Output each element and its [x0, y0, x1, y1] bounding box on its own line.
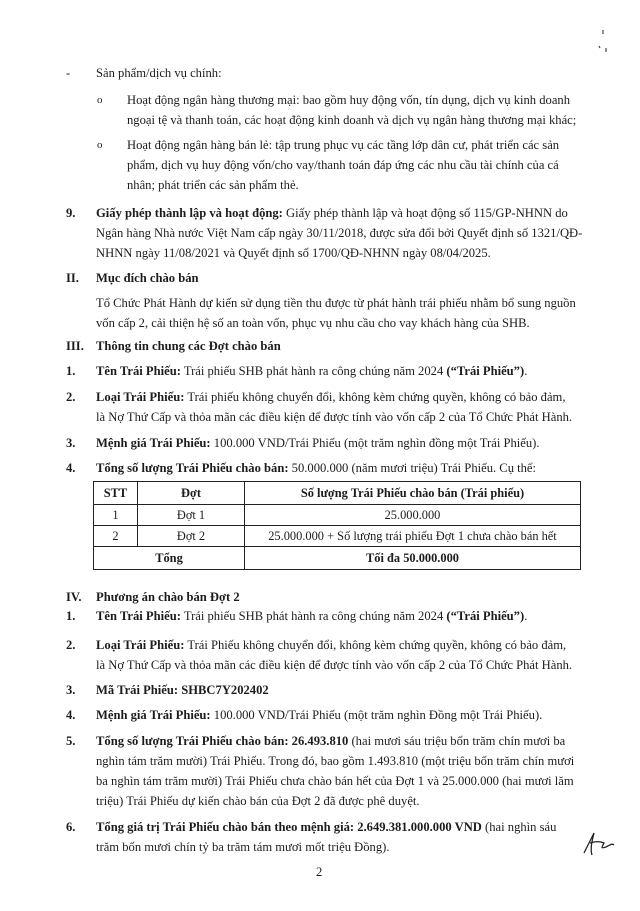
- list-dash: -: [66, 66, 71, 80]
- section3-item2-label: Loại Trái Phiếu:: [96, 390, 185, 404]
- section4-item5-label: Tổng số lượng Trái Phiếu chào bán: 26.493.810: [96, 734, 349, 748]
- page-number: 2: [316, 865, 323, 879]
- section4-item3-label: Mã Trái Phiếu: SHBC7Y202402: [96, 683, 269, 697]
- section3-title: Thông tin chung các Đợt chào bán: [96, 339, 281, 353]
- item9-text: Giấy phép thành lập và hoạt động số 115/GP-NHNN do: [282, 206, 568, 220]
- section4-item2-text: Trái Phiếu không chuyển đổi, không kèm chứng quyền, không có bảo đảm,: [184, 638, 567, 652]
- section3-item2-number: 2.: [66, 390, 76, 404]
- item9-label: Giấy phép thành lập và hoạt động:: [96, 206, 283, 220]
- section2-line1: Tổ Chức Phát Hành dự kiến sử dụng tiền thu được từ phát hành trái phiếu nhằm bổ sung nguồn: [96, 296, 576, 310]
- item9-line3: NHNN ngày 11/08/2021 và Quyết định số 1700/QĐ-NHNN ngày 08/04/2025.: [96, 246, 491, 260]
- table-cell-stt: 1: [94, 505, 138, 526]
- table-cell-dot: Đợt 2: [138, 526, 245, 547]
- table-total-value: Tối đa 50.000.000: [245, 547, 581, 570]
- table-header-row: [94, 482, 581, 505]
- table-header-quantity: Số lượng Trái Phiếu chào bán (Trái phiếu): [245, 482, 581, 505]
- table-cell-quantity: 25.000.000: [245, 505, 581, 526]
- products-item2-line1: Hoạt động ngân hàng bán lẻ: tập trung phục vụ các tầng lớp dân cư, phát triển các sản: [127, 138, 560, 152]
- section3-item4-label: Tổng số lượng Trái Phiếu chào bán:: [96, 461, 289, 475]
- section4-item4-number: 4.: [66, 708, 76, 722]
- table-header-dot: Đợt: [138, 482, 245, 505]
- section3-item2-text: Trái phiếu không chuyển đổi, không kèm chứng quyền, không có bảo đảm,: [184, 390, 566, 404]
- item9-line1: [96, 206, 568, 221]
- section4-item2-line2: là Nợ Thứ Cấp và thỏa mãn các điều kiện để được tính vào vốn cấp 2 của Tổ Chức Phát Hành.: [96, 658, 573, 672]
- section4-item6-number: 6.: [66, 820, 76, 834]
- products-item2-line2: phẩm, dịch vụ huy động vốn/cho vay/thanh toán đáp ứng các nhu cầu tài chính của cá: [127, 158, 559, 172]
- item9-number: 9.: [66, 206, 76, 220]
- section3-item3-text: 100.000 VND/Trái Phiếu (một trăm nghìn đồng một Trái Phiếu).: [210, 436, 540, 450]
- section4-item1-quote: (“Trái Phiếu”): [446, 609, 525, 623]
- section3-number: III.: [66, 339, 84, 353]
- sub-bullet: o: [97, 139, 103, 151]
- table-cell-dot: Đợt 1: [138, 505, 245, 526]
- section4-item5-text: (hai mươi sáu triệu bốn trăm chín mươi ba: [348, 734, 566, 748]
- section4-item1: [96, 609, 527, 624]
- section4-item4: [96, 708, 542, 723]
- section3-item1-tail: .: [524, 364, 528, 378]
- table-cell-stt: 2: [94, 526, 138, 547]
- section4-item3-number: 3.: [66, 683, 76, 697]
- section4-item1-tail: .: [524, 609, 528, 623]
- section3-item2-line2: là Nợ Thứ Cấp và thỏa mãn các điều kiện để được tính vào vốn cấp 2 của Tổ Chức Phát Hành.: [96, 410, 573, 424]
- table-row: [94, 505, 581, 526]
- products-title: Sản phẩm/dịch vụ chính:: [96, 66, 222, 80]
- section4-item4-text: 100.000 VND/Trái Phiếu (một trăm nghìn Đồng một Trái Phiếu).: [210, 708, 543, 722]
- section4-item1-label: Tên Trái Phiếu:: [96, 609, 181, 623]
- products-item1-line1: Hoạt động ngân hàng thương mại: bao gồm huy động vốn, tín dụng, dịch vụ kinh doanh: [127, 93, 571, 107]
- section3-item1-text: Trái phiếu SHB phát hành ra công chúng năm 2024: [180, 364, 447, 378]
- section3-item4-number: 4.: [66, 461, 76, 475]
- section3-item1-number: 1.: [66, 364, 76, 378]
- section4-item6-text: (hai nghìn sáu: [481, 820, 557, 834]
- section4-item5-number: 5.: [66, 734, 76, 748]
- section4-item5-line3: ba nghìn tám trăm mười) Trái Phiếu chưa chào bán hết của Đợt 1 và 25.000.000 (hai mươi lăm: [96, 774, 574, 788]
- bond-table: [93, 481, 581, 570]
- section3-item1-label: Tên Trái Phiếu:: [96, 364, 181, 378]
- item9-line2: Ngân hàng Nhà nước Việt Nam cấp ngày 30/11/2018, được sửa đổi bởi Quyết định số 1321/QĐ-: [96, 226, 583, 240]
- products-item2-line3: nhân; phát triển các sản phẩm thẻ.: [127, 178, 299, 192]
- table-cell-quantity: 25.000.000 + Số lượng trái phiếu Đợt 1 chưa chào bán hết: [245, 526, 581, 547]
- table-header-stt: STT: [94, 482, 138, 505]
- section4-item5-line4: triệu) Trái Phiếu dự kiến chào bán của Đợt 2 đã được phê duyệt.: [96, 794, 420, 808]
- section4-item5-line2: nghìn tám trăm mười) Trái Phiếu. Trong đó, bao gồm 1.493.810 (một triệu bốn trăm chín mươi: [96, 754, 575, 768]
- section4-item1-number: 1.: [66, 609, 76, 623]
- handwritten-initials-icon: [578, 827, 618, 859]
- section4-item2-label: Loại Trái Phiếu:: [96, 638, 185, 652]
- section2-title: Mục đích chào bán: [96, 271, 199, 285]
- margin-mark-icon: [596, 28, 610, 54]
- section4-item1-text: Trái phiếu SHB phát hành ra công chúng năm 2024: [180, 609, 447, 623]
- section4-item2-number: 2.: [66, 638, 76, 652]
- section4-item4-label: Mệnh giá Trái Phiếu:: [96, 708, 211, 722]
- section2-number: II.: [66, 271, 79, 285]
- section3-item4: [96, 461, 536, 476]
- section4-item6-line2: trăm bốn mươi chín tỷ ba trăm tám mươi mốt triệu Đồng).: [96, 840, 390, 854]
- section4-title: Phương án chào bán Đợt 2: [96, 590, 240, 604]
- section3-item3-label: Mệnh giá Trái Phiếu:: [96, 436, 211, 450]
- section4-number: IV.: [66, 590, 82, 604]
- section4-item2-line1: [96, 638, 566, 653]
- section4-item6-label: Tổng giá trị Trái Phiếu chào bán theo mệnh giá: 2.649.381.000.000 VND: [96, 820, 482, 834]
- section3-item4-text: 50.000.000 (năm mươi triệu) Trái Phiếu. Cụ thể:: [288, 461, 537, 475]
- section3-item3-number: 3.: [66, 436, 76, 450]
- section3-item1: [96, 364, 527, 379]
- section3-item3: [96, 436, 540, 451]
- table-total-label: Tổng: [94, 547, 245, 570]
- table-total-row: [94, 547, 581, 570]
- section4-item5-line1: [96, 734, 565, 749]
- products-item1-line2: ngoại tệ và thanh toán, các hoạt động kinh doanh và dịch vụ ngân hàng thương mại khác;: [127, 113, 577, 127]
- sub-bullet: o: [97, 94, 103, 106]
- section4-item6-line1: [96, 820, 556, 835]
- section3-item1-quote: (“Trái Phiếu”): [446, 364, 525, 378]
- section2-line2: vốn cấp 2, cải thiện hệ số an toàn vốn, phục vụ nhu cầu cho vay khách hàng của SHB.: [96, 316, 530, 330]
- table-row: [94, 526, 581, 547]
- section3-item2-line1: [96, 390, 566, 405]
